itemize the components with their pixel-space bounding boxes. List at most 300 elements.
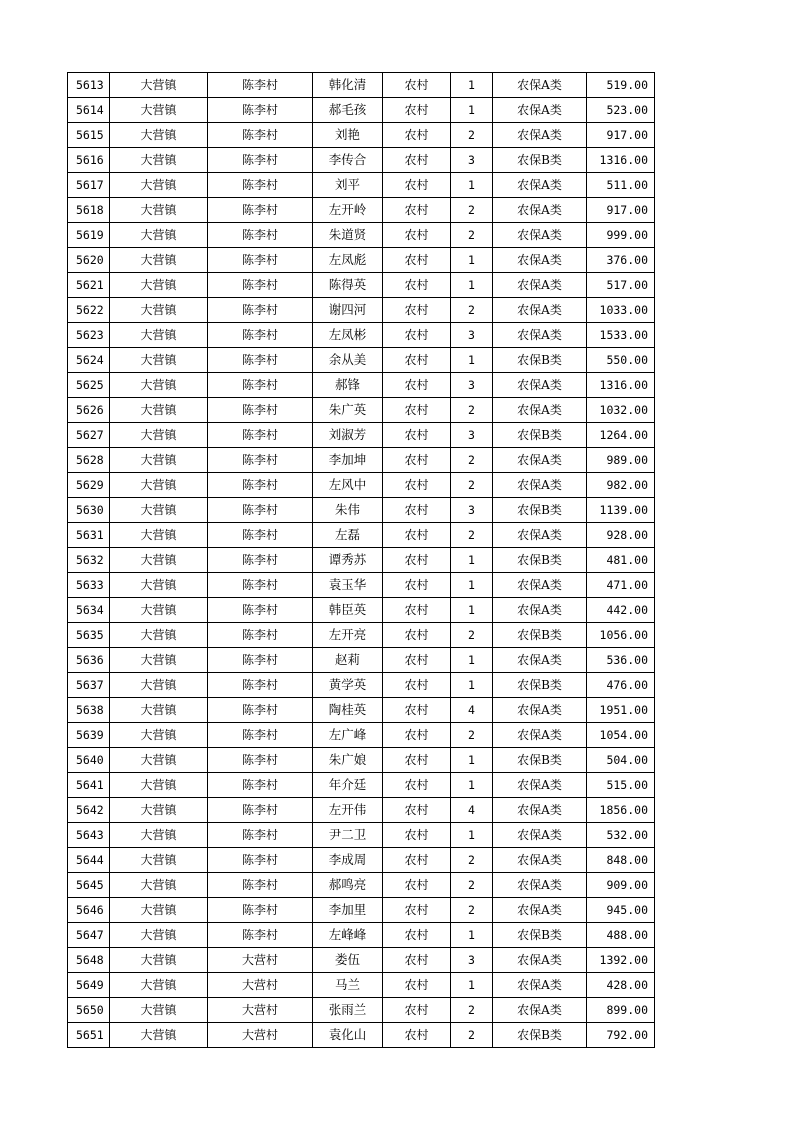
cell-category: 农保A类 — [493, 448, 587, 473]
cell-category: 农保B类 — [493, 748, 587, 773]
table-row — [68, 523, 655, 548]
cell-person-name: 张雨兰 — [313, 998, 383, 1023]
cell-amount: 1264.00 — [587, 423, 655, 448]
cell-village: 陈李村 — [208, 523, 313, 548]
cell-village: 陈李村 — [208, 223, 313, 248]
cell-household-type: 农村 — [383, 498, 451, 523]
cell-member-count: 2 — [451, 523, 493, 548]
cell-household-type: 农村 — [383, 348, 451, 373]
cell-category: 农保B类 — [493, 923, 587, 948]
cell-person-name: 郝毛孩 — [313, 98, 383, 123]
cell-amount: 519.00 — [587, 73, 655, 98]
cell-village: 陈李村 — [208, 598, 313, 623]
cell-person-name: 娄伍 — [313, 948, 383, 973]
cell-category: 农保A类 — [493, 373, 587, 398]
cell-person-name: 李成周 — [313, 848, 383, 873]
table-row — [68, 673, 655, 698]
cell-household-type: 农村 — [383, 73, 451, 98]
cell-village: 陈李村 — [208, 398, 313, 423]
table-row — [68, 923, 655, 948]
cell-category: 农保B类 — [493, 423, 587, 448]
cell-person-name: 刘艳 — [313, 123, 383, 148]
cell-member-count: 1 — [451, 648, 493, 673]
cell-category: 农保A类 — [493, 973, 587, 998]
cell-household-type: 农村 — [383, 98, 451, 123]
cell-record-id: 5646 — [68, 898, 110, 923]
cell-town: 大营镇 — [110, 773, 208, 798]
cell-category: 农保B类 — [493, 1023, 587, 1048]
relief-roster-table — [67, 72, 655, 1048]
cell-amount: 1056.00 — [587, 623, 655, 648]
cell-amount: 928.00 — [587, 523, 655, 548]
cell-category: 农保A类 — [493, 948, 587, 973]
cell-person-name: 赵莉 — [313, 648, 383, 673]
cell-village: 大营村 — [208, 948, 313, 973]
table-row — [68, 173, 655, 198]
table-row — [68, 298, 655, 323]
cell-amount: 536.00 — [587, 648, 655, 673]
cell-category: 农保A类 — [493, 73, 587, 98]
cell-record-id: 5632 — [68, 548, 110, 573]
cell-household-type: 农村 — [383, 723, 451, 748]
cell-town: 大营镇 — [110, 823, 208, 848]
cell-household-type: 农村 — [383, 923, 451, 948]
cell-town: 大营镇 — [110, 423, 208, 448]
cell-category: 农保A类 — [493, 98, 587, 123]
cell-amount: 471.00 — [587, 573, 655, 598]
cell-household-type: 农村 — [383, 548, 451, 573]
cell-household-type: 农村 — [383, 798, 451, 823]
cell-category: 农保A类 — [493, 473, 587, 498]
cell-record-id: 5630 — [68, 498, 110, 523]
cell-town: 大营镇 — [110, 173, 208, 198]
table-row — [68, 448, 655, 473]
cell-category: 农保A类 — [493, 573, 587, 598]
cell-person-name: 朱广英 — [313, 398, 383, 423]
cell-category: 农保A类 — [493, 248, 587, 273]
cell-record-id: 5638 — [68, 698, 110, 723]
cell-village: 陈李村 — [208, 648, 313, 673]
cell-amount: 848.00 — [587, 848, 655, 873]
cell-amount: 1033.00 — [587, 298, 655, 323]
cell-amount: 999.00 — [587, 223, 655, 248]
cell-town: 大营镇 — [110, 223, 208, 248]
cell-village: 陈李村 — [208, 148, 313, 173]
table-row — [68, 823, 655, 848]
cell-person-name: 左风中 — [313, 473, 383, 498]
cell-category: 农保A类 — [493, 598, 587, 623]
cell-record-id: 5631 — [68, 523, 110, 548]
cell-category: 农保A类 — [493, 848, 587, 873]
cell-town: 大营镇 — [110, 298, 208, 323]
cell-household-type: 农村 — [383, 198, 451, 223]
cell-record-id: 5625 — [68, 373, 110, 398]
cell-record-id: 5647 — [68, 923, 110, 948]
cell-record-id: 5644 — [68, 848, 110, 873]
cell-category: 农保A类 — [493, 223, 587, 248]
cell-town: 大营镇 — [110, 273, 208, 298]
cell-village: 陈李村 — [208, 748, 313, 773]
cell-member-count: 2 — [451, 623, 493, 648]
cell-village: 陈李村 — [208, 123, 313, 148]
cell-amount: 989.00 — [587, 448, 655, 473]
cell-town: 大营镇 — [110, 473, 208, 498]
cell-village: 陈李村 — [208, 273, 313, 298]
cell-household-type: 农村 — [383, 773, 451, 798]
cell-town: 大营镇 — [110, 848, 208, 873]
cell-record-id: 5621 — [68, 273, 110, 298]
cell-village: 陈李村 — [208, 198, 313, 223]
table-row — [68, 273, 655, 298]
cell-town: 大营镇 — [110, 648, 208, 673]
cell-town: 大营镇 — [110, 398, 208, 423]
cell-household-type: 农村 — [383, 373, 451, 398]
cell-record-id: 5635 — [68, 623, 110, 648]
cell-record-id: 5628 — [68, 448, 110, 473]
cell-town: 大营镇 — [110, 373, 208, 398]
table-row — [68, 348, 655, 373]
table-row — [68, 973, 655, 998]
cell-amount: 909.00 — [587, 873, 655, 898]
cell-person-name: 刘平 — [313, 173, 383, 198]
cell-record-id: 5650 — [68, 998, 110, 1023]
cell-person-name: 左磊 — [313, 523, 383, 548]
cell-person-name: 左开岭 — [313, 198, 383, 223]
cell-member-count: 2 — [451, 723, 493, 748]
cell-village: 陈李村 — [208, 423, 313, 448]
cell-record-id: 5629 — [68, 473, 110, 498]
table-row — [68, 898, 655, 923]
cell-member-count: 2 — [451, 298, 493, 323]
cell-village: 陈李村 — [208, 898, 313, 923]
table-row — [68, 573, 655, 598]
table-row — [68, 698, 655, 723]
cell-household-type: 农村 — [383, 598, 451, 623]
relief-roster-sheet — [67, 72, 654, 1048]
cell-village: 陈李村 — [208, 473, 313, 498]
cell-person-name: 左峰峰 — [313, 923, 383, 948]
cell-member-count: 1 — [451, 548, 493, 573]
cell-amount: 945.00 — [587, 898, 655, 923]
cell-member-count: 4 — [451, 798, 493, 823]
cell-village: 陈李村 — [208, 298, 313, 323]
cell-household-type: 农村 — [383, 448, 451, 473]
cell-amount: 1054.00 — [587, 723, 655, 748]
table-row — [68, 123, 655, 148]
cell-amount: 1316.00 — [587, 373, 655, 398]
table-row — [68, 473, 655, 498]
cell-record-id: 5624 — [68, 348, 110, 373]
cell-member-count: 3 — [451, 498, 493, 523]
cell-town: 大营镇 — [110, 123, 208, 148]
table-row — [68, 498, 655, 523]
table-row — [68, 648, 655, 673]
cell-category: 农保B类 — [493, 348, 587, 373]
cell-amount: 376.00 — [587, 248, 655, 273]
table-row — [68, 773, 655, 798]
cell-member-count: 2 — [451, 848, 493, 873]
cell-member-count: 1 — [451, 598, 493, 623]
table-row — [68, 998, 655, 1023]
cell-member-count: 2 — [451, 898, 493, 923]
cell-record-id: 5614 — [68, 98, 110, 123]
cell-person-name: 尹二卫 — [313, 823, 383, 848]
cell-record-id: 5642 — [68, 798, 110, 823]
cell-record-id: 5623 — [68, 323, 110, 348]
cell-record-id: 5627 — [68, 423, 110, 448]
cell-member-count: 1 — [451, 773, 493, 798]
cell-town: 大营镇 — [110, 73, 208, 98]
cell-person-name: 谭秀苏 — [313, 548, 383, 573]
cell-town: 大营镇 — [110, 323, 208, 348]
cell-member-count: 2 — [451, 448, 493, 473]
cell-record-id: 5615 — [68, 123, 110, 148]
cell-household-type: 农村 — [383, 898, 451, 923]
cell-amount: 481.00 — [587, 548, 655, 573]
cell-category: 农保A类 — [493, 198, 587, 223]
cell-amount: 442.00 — [587, 598, 655, 623]
cell-category: 农保A类 — [493, 298, 587, 323]
cell-person-name: 韩臣英 — [313, 598, 383, 623]
cell-household-type: 农村 — [383, 573, 451, 598]
cell-household-type: 农村 — [383, 523, 451, 548]
cell-village: 陈李村 — [208, 698, 313, 723]
cell-town: 大营镇 — [110, 148, 208, 173]
cell-person-name: 陈得英 — [313, 273, 383, 298]
cell-member-count: 4 — [451, 698, 493, 723]
cell-amount: 1139.00 — [587, 498, 655, 523]
cell-person-name: 朱道贤 — [313, 223, 383, 248]
cell-amount: 1856.00 — [587, 798, 655, 823]
cell-household-type: 农村 — [383, 1023, 451, 1048]
cell-record-id: 5639 — [68, 723, 110, 748]
cell-household-type: 农村 — [383, 823, 451, 848]
cell-village: 陈李村 — [208, 798, 313, 823]
cell-amount: 550.00 — [587, 348, 655, 373]
cell-amount: 523.00 — [587, 98, 655, 123]
cell-member-count: 3 — [451, 423, 493, 448]
cell-record-id: 5617 — [68, 173, 110, 198]
cell-village: 陈李村 — [208, 498, 313, 523]
cell-town: 大营镇 — [110, 248, 208, 273]
cell-town: 大营镇 — [110, 748, 208, 773]
cell-person-name: 韩化清 — [313, 73, 383, 98]
cell-town: 大营镇 — [110, 923, 208, 948]
cell-record-id: 5618 — [68, 198, 110, 223]
cell-member-count: 1 — [451, 98, 493, 123]
cell-person-name: 郝鸣亮 — [313, 873, 383, 898]
table-row — [68, 623, 655, 648]
cell-member-count: 2 — [451, 998, 493, 1023]
cell-person-name: 李传合 — [313, 148, 383, 173]
cell-record-id: 5651 — [68, 1023, 110, 1048]
cell-household-type: 农村 — [383, 473, 451, 498]
cell-amount: 428.00 — [587, 973, 655, 998]
cell-category: 农保A类 — [493, 898, 587, 923]
cell-household-type: 农村 — [383, 648, 451, 673]
cell-town: 大营镇 — [110, 898, 208, 923]
cell-member-count: 1 — [451, 173, 493, 198]
cell-amount: 517.00 — [587, 273, 655, 298]
cell-village: 陈李村 — [208, 848, 313, 873]
cell-town: 大营镇 — [110, 498, 208, 523]
cell-village: 陈李村 — [208, 548, 313, 573]
cell-category: 农保B类 — [493, 148, 587, 173]
table-row — [68, 373, 655, 398]
cell-record-id: 5613 — [68, 73, 110, 98]
cell-town: 大营镇 — [110, 598, 208, 623]
cell-record-id: 5648 — [68, 948, 110, 973]
cell-member-count: 1 — [451, 348, 493, 373]
cell-person-name: 李加里 — [313, 898, 383, 923]
cell-person-name: 郝锋 — [313, 373, 383, 398]
cell-category: 农保A类 — [493, 823, 587, 848]
cell-person-name: 黄学英 — [313, 673, 383, 698]
cell-town: 大营镇 — [110, 198, 208, 223]
cell-town: 大营镇 — [110, 523, 208, 548]
cell-record-id: 5641 — [68, 773, 110, 798]
cell-village: 大营村 — [208, 1023, 313, 1048]
table-row — [68, 598, 655, 623]
cell-member-count: 1 — [451, 573, 493, 598]
table-body — [68, 73, 655, 1048]
cell-village: 陈李村 — [208, 173, 313, 198]
cell-record-id: 5649 — [68, 973, 110, 998]
cell-town: 大营镇 — [110, 723, 208, 748]
cell-member-count: 1 — [451, 823, 493, 848]
cell-person-name: 袁玉华 — [313, 573, 383, 598]
cell-household-type: 农村 — [383, 998, 451, 1023]
cell-member-count: 2 — [451, 198, 493, 223]
cell-member-count: 1 — [451, 273, 493, 298]
cell-amount: 982.00 — [587, 473, 655, 498]
cell-household-type: 农村 — [383, 223, 451, 248]
cell-household-type: 农村 — [383, 698, 451, 723]
table-row — [68, 223, 655, 248]
cell-person-name: 朱广娘 — [313, 748, 383, 773]
table-row — [68, 798, 655, 823]
cell-member-count: 1 — [451, 973, 493, 998]
cell-amount: 488.00 — [587, 923, 655, 948]
cell-household-type: 农村 — [383, 273, 451, 298]
table-row — [68, 398, 655, 423]
cell-town: 大营镇 — [110, 98, 208, 123]
cell-record-id: 5616 — [68, 148, 110, 173]
cell-town: 大营镇 — [110, 573, 208, 598]
cell-town: 大营镇 — [110, 948, 208, 973]
cell-village: 陈李村 — [208, 373, 313, 398]
cell-village: 陈李村 — [208, 873, 313, 898]
cell-person-name: 余从美 — [313, 348, 383, 373]
cell-village: 陈李村 — [208, 623, 313, 648]
cell-person-name: 谢四河 — [313, 298, 383, 323]
cell-member-count: 2 — [451, 473, 493, 498]
cell-town: 大营镇 — [110, 548, 208, 573]
cell-category: 农保A类 — [493, 698, 587, 723]
cell-household-type: 农村 — [383, 873, 451, 898]
cell-household-type: 农村 — [383, 623, 451, 648]
cell-village: 陈李村 — [208, 723, 313, 748]
cell-record-id: 5619 — [68, 223, 110, 248]
cell-category: 农保A类 — [493, 798, 587, 823]
cell-member-count: 3 — [451, 373, 493, 398]
table-row — [68, 148, 655, 173]
cell-village: 陈李村 — [208, 323, 313, 348]
cell-category: 农保A类 — [493, 998, 587, 1023]
cell-record-id: 5626 — [68, 398, 110, 423]
cell-category: 农保A类 — [493, 773, 587, 798]
cell-town: 大营镇 — [110, 673, 208, 698]
cell-village: 陈李村 — [208, 98, 313, 123]
cell-town: 大营镇 — [110, 873, 208, 898]
cell-town: 大营镇 — [110, 448, 208, 473]
cell-record-id: 5636 — [68, 648, 110, 673]
cell-amount: 1533.00 — [587, 323, 655, 348]
cell-household-type: 农村 — [383, 398, 451, 423]
cell-person-name: 左凤彪 — [313, 248, 383, 273]
cell-member-count: 1 — [451, 673, 493, 698]
cell-village: 陈李村 — [208, 773, 313, 798]
cell-household-type: 农村 — [383, 248, 451, 273]
cell-household-type: 农村 — [383, 423, 451, 448]
cell-town: 大营镇 — [110, 798, 208, 823]
cell-village: 陈李村 — [208, 573, 313, 598]
cell-record-id: 5620 — [68, 248, 110, 273]
table-row — [68, 948, 655, 973]
cell-amount: 532.00 — [587, 823, 655, 848]
cell-category: 农保A类 — [493, 123, 587, 148]
cell-town: 大营镇 — [110, 998, 208, 1023]
cell-person-name: 左开亮 — [313, 623, 383, 648]
cell-household-type: 农村 — [383, 973, 451, 998]
cell-member-count: 2 — [451, 398, 493, 423]
cell-category: 农保B类 — [493, 498, 587, 523]
table-row — [68, 1023, 655, 1048]
table-row — [68, 848, 655, 873]
cell-town: 大营镇 — [110, 973, 208, 998]
cell-person-name: 左开伟 — [313, 798, 383, 823]
cell-village: 陈李村 — [208, 673, 313, 698]
cell-category: 农保A类 — [493, 723, 587, 748]
cell-record-id: 5634 — [68, 598, 110, 623]
cell-category: 农保A类 — [493, 398, 587, 423]
table-row — [68, 98, 655, 123]
cell-amount: 1032.00 — [587, 398, 655, 423]
cell-category: 农保A类 — [493, 173, 587, 198]
cell-person-name: 马兰 — [313, 973, 383, 998]
cell-amount: 511.00 — [587, 173, 655, 198]
cell-village: 大营村 — [208, 998, 313, 1023]
cell-amount: 504.00 — [587, 748, 655, 773]
cell-person-name: 左凤彬 — [313, 323, 383, 348]
cell-town: 大营镇 — [110, 348, 208, 373]
cell-household-type: 农村 — [383, 173, 451, 198]
cell-town: 大营镇 — [110, 1023, 208, 1048]
cell-person-name: 左广峰 — [313, 723, 383, 748]
cell-category: 农保A类 — [493, 273, 587, 298]
cell-household-type: 农村 — [383, 323, 451, 348]
cell-household-type: 农村 — [383, 148, 451, 173]
cell-record-id: 5633 — [68, 573, 110, 598]
cell-village: 大营村 — [208, 973, 313, 998]
cell-amount: 899.00 — [587, 998, 655, 1023]
table-row — [68, 723, 655, 748]
cell-household-type: 农村 — [383, 748, 451, 773]
cell-town: 大营镇 — [110, 623, 208, 648]
cell-member-count: 2 — [451, 873, 493, 898]
cell-member-count: 2 — [451, 1023, 493, 1048]
cell-category: 农保A类 — [493, 323, 587, 348]
